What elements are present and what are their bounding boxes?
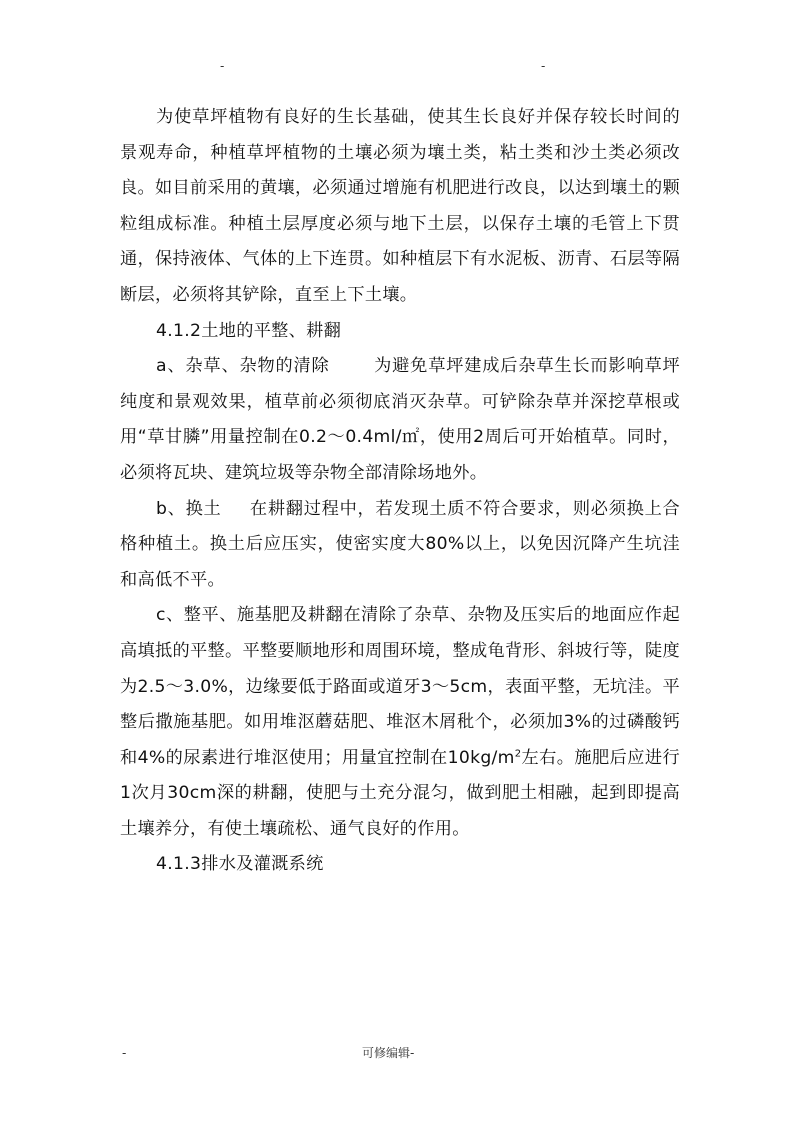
soil-replacement-label: b、换土: [156, 498, 222, 519]
paragraph-soil-requirements: 为使草坪植物有良好的生长基础，使其生长良好并保存较长时间的景观寿命，种植草坪植物的土壤必须为壤土类，粘土类和沙土类必须改良。如目前采用的黄壤，必须通过增施有机肥进行改良，以达到壤土的颗粒组成标准。种植土层厚度必须与地下土层，以保存土壤的毛管上下贯通，保持液体、气体的上下连贯。如种植层下有水泥板、沥青、石层等隔断层，必须将其铲除，直至上下土壤。: [120, 107, 680, 305]
footer-editable-note: 可修编辑-: [362, 1046, 415, 1060]
leveling-text-part1: 在清除了杂草、杂物及压实后的地面应作起高填抵的平整。平整要顺地形和周围环境，整成龟背形、斜坡行等，陡度为2.5～3.0%，边缘要低于路面或道牙3～5cm，表面平整，无坑洼。平整后撒施基肥。如用堆沤蘑菇肥、堆沤木屑秕个，必须加3%的过磷酸钙和4%的尿素进行堆沤使用；用量宜控制在10kg/: [120, 605, 680, 768]
weed-removal-label: a、杂草、杂物的清除: [156, 356, 330, 377]
leveling-label: c、整平、施基肥及耕翻: [156, 605, 344, 626]
soil-replacement-text: 在耕翻过程中，若发现土质不符合要求，则必须换上合格种植土。换土后应压实，使密实度大80%以上，以免因沉降产生坑洼和高低不平。: [120, 498, 680, 590]
header-left-mark: -: [220, 59, 225, 73]
unit-base: m: [497, 747, 515, 768]
unit-superscript: 2: [514, 747, 522, 759]
leveling-text-part2: 左右。施肥后应进行1次月30cm深的耕翻，使肥与土充分混匀，做到肥土相融，起到即提高土壤养分，有使土壤疏松、通气良好的作用。: [120, 747, 680, 839]
document-body: [120, 100, 680, 883]
paragraph-leveling-fertilizing: [120, 598, 680, 847]
footer-left-mark: -: [122, 1046, 127, 1060]
section-heading-drainage-irrigation: 4.1.3排水及灌溉系统: [156, 854, 324, 875]
section-heading-land-leveling: 4.1.2土地的平整、耕翻: [156, 320, 342, 341]
paragraph-weed-removal: [120, 349, 680, 491]
weed-removal-text: 为避免草坪建成后杂草生长而影响草坪纯度和景观效果，植草前必须彻底消灭杂草。可铲除杂草并深挖草根或用“草甘膦”用量控制在0.2～0.4ml/㎡，使用2周后可开始植草。同时，必须将瓦块、建筑垃圾等杂物全部清除场地外。: [120, 356, 680, 483]
header-right-mark: -: [541, 59, 546, 73]
unit-square-meter: [498, 748, 522, 768]
paragraph-soil-replacement: [120, 492, 680, 599]
